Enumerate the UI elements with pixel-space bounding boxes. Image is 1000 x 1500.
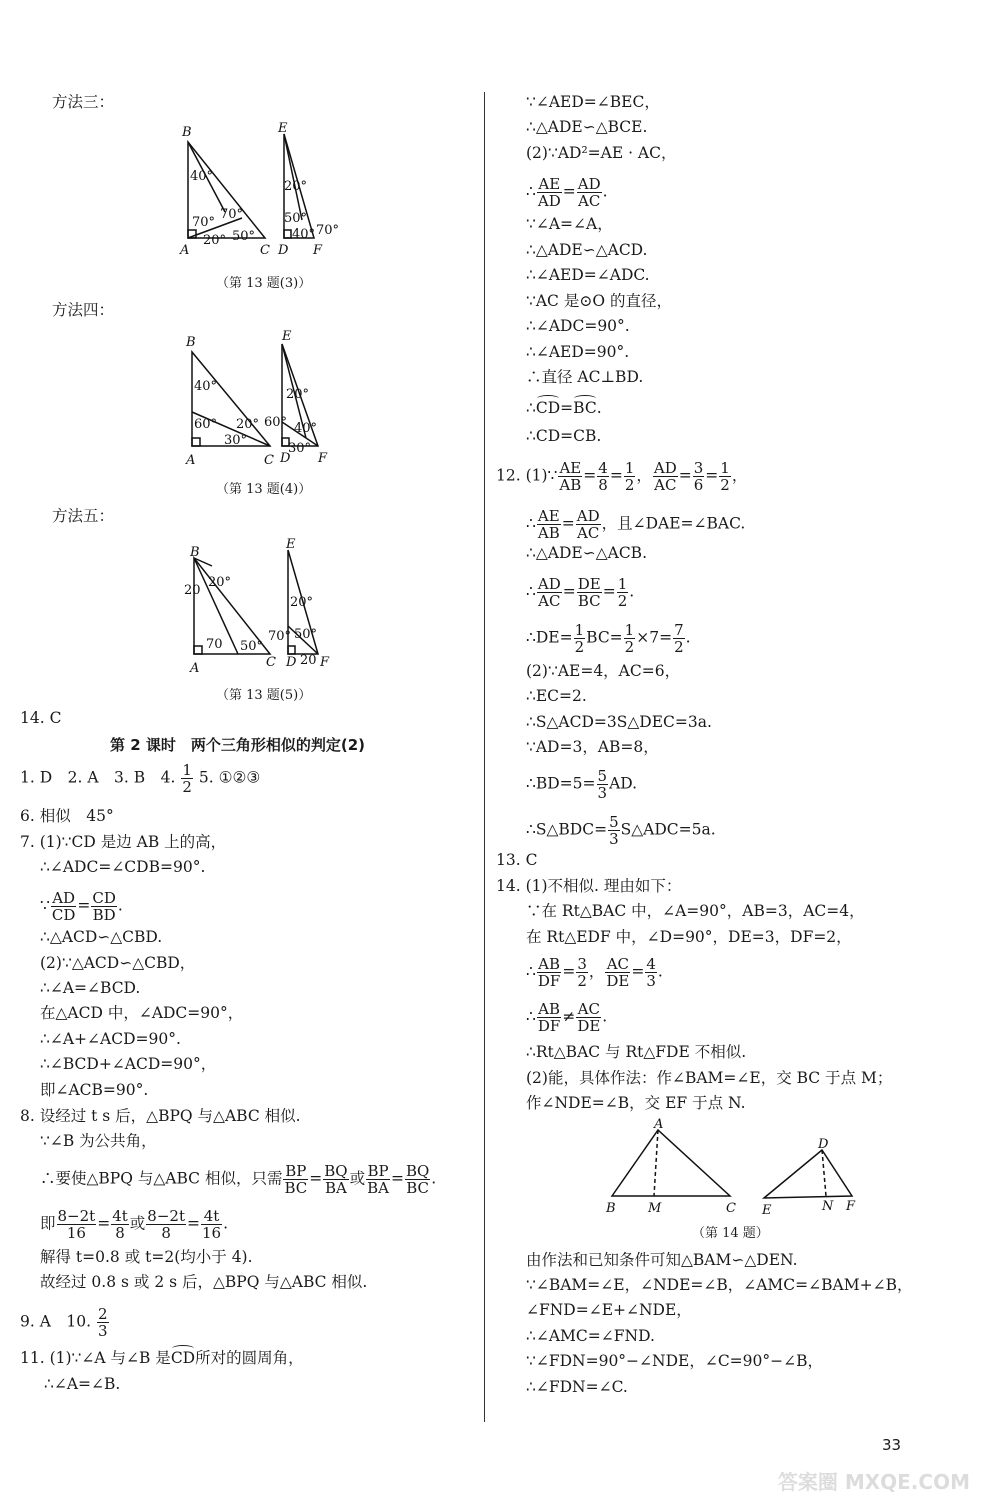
answer-12-line: ∴BD=5= $\frac{5}{3}$ AD.: [526, 767, 638, 802]
label-e: E: [278, 121, 288, 136]
answer-12-line: ∴EC=2.: [526, 687, 587, 705]
figure-caption: （第 13 题(5)）: [216, 688, 312, 703]
answer-11-cont: ∴直径 AC⊥BD.: [526, 368, 644, 386]
label-b: B: [606, 1201, 616, 1216]
angle-label: 60°: [194, 417, 218, 432]
figure-13-5: [170, 536, 350, 686]
watermark: 答案圈 MXQE.COM: [777, 1470, 970, 1494]
page-number: 33: [882, 1436, 902, 1454]
angle-label: 20: [300, 653, 317, 668]
angle-label: 20°: [290, 595, 314, 610]
answer-14: 14. C: [20, 709, 62, 727]
answer-8-line: 8. 设经过 t s 后，△BPQ 与△ABC 相似.: [20, 1107, 301, 1125]
angle-label: 30°: [224, 433, 248, 448]
method-4-label: 方法四：: [52, 301, 115, 319]
label-a: A: [654, 1118, 664, 1132]
answer-7-line: ∴∠ADC=∠CDB=90°.: [40, 858, 206, 876]
label-a: A: [180, 243, 190, 258]
label-c: C: [726, 1201, 736, 1216]
angle-label: 40°: [292, 227, 316, 242]
answer-7-line: ∴∠A+∠ACD=90°.: [40, 1030, 181, 1048]
label-f: F: [318, 451, 328, 466]
label-m: M: [648, 1201, 662, 1216]
answer-7-line: ∴∠BCD+∠ACD=90°，: [40, 1055, 217, 1073]
label-d: D: [280, 451, 291, 466]
fraction: $\frac{1}{2}$: [182, 761, 192, 796]
section-title: 第 2 课时 两个三角形相似的判定(2): [110, 736, 366, 754]
answer-7-line: 在△ACD 中，∠ADC=90°，: [40, 1004, 244, 1022]
label-e: E: [286, 537, 296, 552]
answer-8-line: 解得 t=0.8 或 t=2(均小于 4).: [40, 1248, 253, 1266]
answer-12-line: ∴ $\frac{AD}{AC}$ = $\frac{DE}{BC}$ = $\frac{1}{2}$ .: [526, 575, 635, 610]
label-d: D: [286, 655, 297, 670]
answer-7-line: (2)∵△ACD∽△CBD，: [40, 954, 196, 972]
angle-label: 20: [184, 583, 201, 598]
answer-11-cont: ∴CD=CB.: [526, 427, 602, 445]
answer-7-line: ∴△ACD∽△CBD.: [40, 928, 163, 946]
answer-11-cont: ∵∠AED=∠BEC，: [526, 93, 660, 111]
answer-11-cont: ∴∠AED=90°.: [526, 343, 630, 361]
angle-label: 20°: [203, 233, 227, 248]
answer-8-line: 故经过 0.8 s 或 2 s 后，△BPQ 与△ABC 相似.: [40, 1273, 368, 1291]
answer-11-cont: ∴ $\frac{AE}{AD}$ = $\frac{AD}{AC}$ .: [526, 175, 608, 210]
label-a: A: [190, 661, 200, 676]
answer-14-line: ∵∠FDN=90°−∠NDE，∠C=90°−∠B，: [526, 1352, 824, 1370]
method-3-label: 方法三：: [52, 93, 115, 111]
angle-label: 20°: [286, 387, 310, 402]
answer-11-cont: ∴△ADE∽△ACD.: [526, 241, 648, 259]
answer-7-line: ∵ $\frac{AD}{CD}$ = $\frac{CD}{BD}$ .: [40, 889, 123, 924]
angle-label: 40°: [294, 421, 318, 436]
figure-13-4: [170, 328, 350, 478]
answer-12-line: ∵AD=3，AB=8，: [526, 738, 659, 756]
label-n: N: [822, 1199, 834, 1214]
answer-14-line: 在 Rt△EDF 中，∠D=90°，DE=3，DF=2，: [526, 928, 852, 946]
label-f: F: [313, 243, 323, 258]
label-c: C: [264, 453, 274, 468]
angle-label: 20°: [208, 575, 232, 590]
label-f: F: [320, 655, 330, 670]
answer-9-10: 9. A 10. $\frac{2}{3}$: [20, 1305, 108, 1340]
method-5-label: 方法五：: [52, 507, 115, 525]
answer-14-line: ∠FND=∠E+∠NDE，: [526, 1301, 692, 1319]
answer-11-cont: ∵∠A=∠A，: [526, 215, 613, 233]
answer-8-line: 即 $\frac{8-2t}{16}$ = $\frac{4t}{8}$ 或 $\frac{8-2t}{8}$ = $\frac{4t}{16}$ .: [40, 1207, 229, 1242]
answer-14-line: ∵在 Rt△BAC 中，∠A=90°，AB=3，AC=4，: [526, 902, 865, 920]
answer-11-cont: (2)∵AD²=AE · AC，: [526, 144, 677, 162]
column-divider: [484, 92, 485, 1422]
answer-14-line: (2)能，具体作法：作∠BAM=∠E，交 BC 于点 M；: [526, 1069, 893, 1087]
answer-14-line: 作∠NDE=∠B，交 EF 于点 N.: [526, 1094, 746, 1112]
answer-14-line: ∵∠BAM=∠E，∠NDE=∠B，∠AMC=∠BAM+∠B，: [526, 1276, 913, 1294]
triangle-def: [764, 1150, 852, 1198]
answer-8-line: ∵∠B 为公共角，: [40, 1132, 157, 1150]
answer-11-line: 11. (1)∵∠A 与∠B 是CD所对的圆周角，: [20, 1349, 304, 1367]
label-d: D: [818, 1137, 829, 1152]
answer-14-line: ∴∠AMC=∠FND.: [526, 1327, 655, 1345]
label-f: F: [846, 1199, 856, 1214]
answer-7-line: 即∠ACB=90°.: [40, 1081, 149, 1099]
answer-1-5: 1. D 2. A 3. B 4. $\frac{1}{2}$ 5. ①②③: [20, 761, 261, 796]
angle-label: 70: [206, 637, 223, 652]
angle-label: 20°: [236, 417, 260, 432]
label-d: D: [278, 243, 289, 258]
angle-label: 70°: [268, 629, 292, 644]
angle-label: 30°: [288, 441, 312, 456]
answer-14-line: 由作法和已知条件可知△BAM∽△DEN.: [526, 1251, 798, 1269]
figure-caption: （第 13 题(4)）: [216, 482, 312, 497]
angle-label: 40°: [194, 379, 218, 394]
angle-label: 50°: [284, 211, 308, 226]
label-c: C: [260, 243, 270, 258]
answer-12-line: ∴S△ACD=3S△DEC=3a.: [526, 713, 712, 731]
figure-caption: （第 14 题）: [692, 1226, 769, 1241]
angle-label: 20°: [284, 179, 308, 194]
answer-7-line: ∴∠A=∠BCD.: [40, 979, 141, 997]
label-c: C: [266, 655, 276, 670]
label-a: A: [186, 453, 196, 468]
label-b: B: [182, 125, 192, 140]
figure-13-3: [170, 120, 350, 270]
figure-14: [598, 1118, 868, 1218]
answer-11-cont: ∴CD=BC.: [526, 399, 602, 417]
label-e: E: [282, 329, 292, 344]
answer-14-line: 14. (1)不相似. 理由如下：: [496, 877, 682, 895]
angle-label: 50°: [294, 627, 318, 642]
triangle-abc: [612, 1130, 730, 1196]
answer-14-line: ∴∠FDN=∠C.: [526, 1378, 628, 1396]
answer-8-line: ∴要使△BPQ 与△ABC 相似，只需 $\frac{BP}{BC}$ = $\frac{BQ}{BA}$ 或 $\frac{BP}{BA}$ = $\frac{BQ}{BC}$ .: [40, 1162, 437, 1197]
answer-6: 6. 相似 45°: [20, 807, 114, 825]
angle-label: 70°: [192, 215, 216, 230]
angle-label: 50°: [240, 639, 264, 654]
answer-7-line: 7. (1)∵CD 是边 AB 上的高，: [20, 833, 227, 851]
answer-11-cont: ∴△ADE∽△BCE.: [526, 118, 648, 136]
angle-label: 60°: [264, 415, 288, 430]
answer-14-line: ∴ $\frac{AB}{DF}$ = $\frac{3}{2}$ ， $\frac{AC}{DE}$ = $\frac{4}{3}$ .: [526, 955, 663, 990]
angle-label: 70°: [220, 207, 244, 222]
answer-12-line: ∴△ADE∽△ACB.: [526, 544, 647, 562]
answer-12-line: ∴ $\frac{AE}{AB}$ = $\frac{AD}{AC}$ ，且∠DAE=∠BAC.: [526, 507, 746, 542]
figure-caption: （第 13 题(3)）: [216, 276, 312, 291]
answer-14-line: ∴ $\frac{AB}{DF}$ ≠ $\frac{AC}{DE}$ .: [526, 1000, 608, 1035]
answer-11-cont: ∴∠ADC=90°.: [526, 317, 630, 335]
label-e: E: [762, 1203, 772, 1218]
angle-label: 50°: [232, 229, 256, 244]
angle-label: 40°: [190, 169, 214, 184]
answer-13: 13. C: [496, 851, 538, 869]
answer-11-cont: ∴∠AED=∠ADC.: [526, 266, 650, 284]
answer-12-line: ∴DE= $\frac{1}{2}$ BC= $\frac{1}{2}$ ×7= $\frac{7}{2}$ .: [526, 621, 691, 656]
label-b: B: [190, 545, 200, 560]
label-b: B: [186, 335, 196, 350]
answer-12-line: ∴S△BDC= $\frac{5}{3}$ S△ADC=5a.: [526, 813, 716, 848]
answer-14-line: ∴Rt△BAC 与 Rt△FDE 不相似.: [526, 1043, 747, 1061]
answer-12-line: (2)∵AE=4，AC=6，: [526, 662, 681, 680]
answer-11-cont: ∵AC 是⊙O 的直径，: [526, 292, 672, 310]
answer-11-line: ∴∠A=∠B.: [44, 1375, 121, 1393]
answer-12-line: 12. (1)∵ $\frac{AE}{AB}$ = $\frac{4}{8}$ = $\frac{1}{2}$ ， $\frac{AD}{AC}$ = $\frac{3}{6}$ = $\frac{1}{2}$ ，: [496, 459, 748, 494]
angle-label: 70°: [316, 223, 340, 238]
